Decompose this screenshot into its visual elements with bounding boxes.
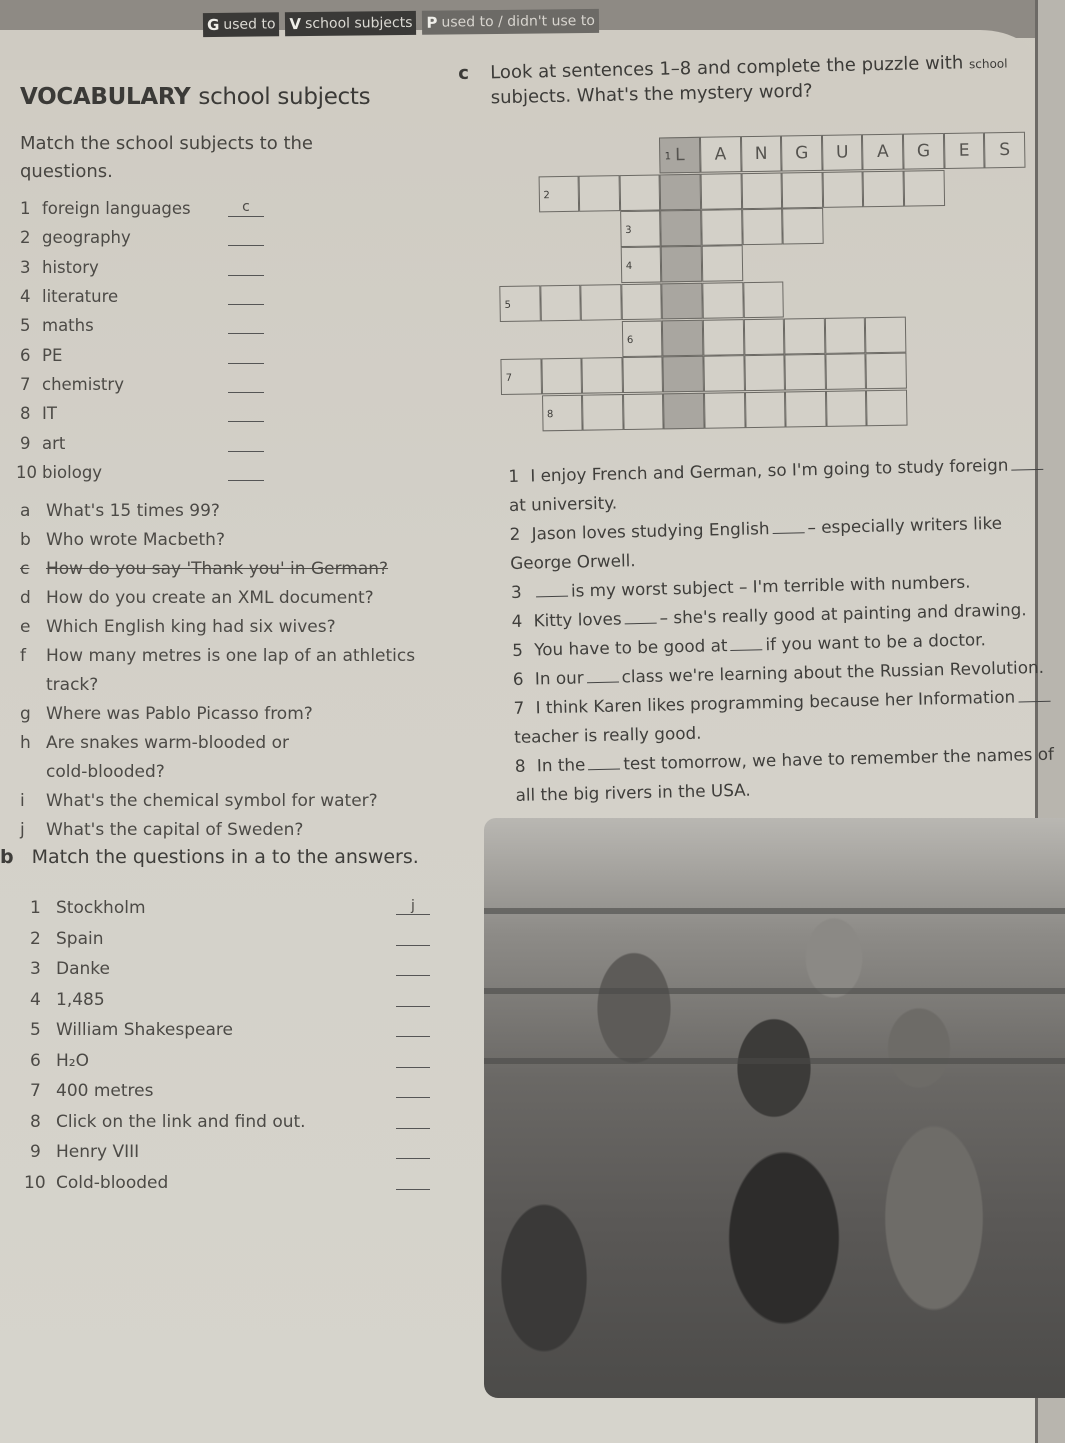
item-number: 8 bbox=[30, 1111, 41, 1132]
subject-text: history bbox=[42, 257, 99, 277]
cell-letter: G bbox=[794, 143, 809, 164]
crossword-cell[interactable] bbox=[538, 176, 579, 213]
answer-text: Cold-blooded bbox=[56, 1172, 169, 1193]
sentence-text: – she's really good at painting and drawing. bbox=[659, 599, 1027, 628]
item-number: 10 bbox=[24, 1172, 46, 1193]
sentence-text: is my worst subject – I'm terrible with numbers. bbox=[570, 571, 971, 601]
item-number: 7 bbox=[20, 374, 31, 394]
crossword-cell[interactable] bbox=[582, 394, 623, 431]
sentence-blank[interactable] bbox=[625, 623, 657, 625]
question-item bbox=[20, 642, 450, 671]
tag-label: used to / didn't use to bbox=[441, 12, 595, 31]
question-letter: i bbox=[20, 790, 25, 811]
exercise-letter: c bbox=[458, 62, 470, 84]
crossword-cell[interactable] bbox=[702, 282, 743, 319]
header-tags bbox=[203, 9, 599, 37]
crossword-cell[interactable] bbox=[579, 175, 620, 212]
item-number: 4 bbox=[20, 287, 31, 307]
crossword-cell[interactable] bbox=[663, 356, 704, 393]
item-number: 2 bbox=[509, 523, 521, 544]
question-text: Which English king had six wives? bbox=[46, 616, 336, 637]
answer-text: Spain bbox=[56, 928, 104, 949]
subject-text: foreign languages bbox=[42, 199, 191, 219]
question-item bbox=[20, 787, 450, 816]
item-number: 2 bbox=[20, 228, 31, 248]
item-number: 8 bbox=[20, 404, 31, 424]
answer-text: Click on the link and find out. bbox=[56, 1111, 306, 1132]
item-number: 6 bbox=[20, 345, 31, 365]
item-number: 6 bbox=[30, 1050, 41, 1071]
crossword-cell[interactable] bbox=[741, 136, 782, 173]
answer-item bbox=[30, 1137, 450, 1168]
question-item bbox=[20, 700, 450, 729]
crossword-cell[interactable] bbox=[903, 133, 944, 170]
sentence-text: class we're learning about the Russian Revolution. bbox=[621, 656, 1045, 687]
subject-item bbox=[20, 370, 450, 399]
sentence-text: In our bbox=[534, 667, 584, 689]
sentence-blank[interactable] bbox=[773, 532, 805, 534]
subject-text: biology bbox=[42, 462, 103, 482]
question-item-cont bbox=[20, 671, 450, 700]
cell-letter: L bbox=[675, 145, 685, 166]
item-number: 5 bbox=[512, 639, 524, 660]
answer-item bbox=[30, 1076, 450, 1107]
question-text: Are snakes warm-blooded or bbox=[46, 732, 289, 753]
item-number: 6 bbox=[512, 668, 524, 689]
answer-text: 400 metres bbox=[56, 1081, 154, 1102]
crossword-cell[interactable] bbox=[620, 246, 661, 283]
crossword-cell[interactable] bbox=[660, 174, 701, 211]
question-letter: g bbox=[20, 703, 31, 724]
answer-blank[interactable] bbox=[228, 347, 264, 364]
crossword-cell[interactable] bbox=[700, 136, 741, 173]
answer-blank[interactable] bbox=[228, 288, 264, 305]
crossword-cell[interactable] bbox=[542, 395, 583, 432]
answer-blank[interactable] bbox=[228, 464, 264, 481]
question-text: How do you say 'Thank you' in German? bbox=[46, 558, 389, 579]
answer-blank[interactable] bbox=[228, 317, 264, 334]
section-heading bbox=[20, 84, 450, 110]
clue-number: 5 bbox=[504, 299, 512, 311]
tag-pronunciation bbox=[422, 9, 599, 35]
subject-text: art bbox=[42, 433, 66, 453]
answer-blank[interactable] bbox=[396, 932, 430, 946]
tag-label: used to bbox=[223, 16, 276, 33]
subject-item bbox=[20, 194, 450, 223]
subject-item bbox=[20, 399, 450, 428]
answer-blank[interactable] bbox=[228, 229, 264, 246]
crossword-cell[interactable] bbox=[540, 285, 581, 322]
heading-rest: school subjects bbox=[198, 84, 371, 110]
crossword-cell[interactable] bbox=[661, 246, 702, 283]
sentence-blank[interactable] bbox=[588, 769, 620, 771]
crossword-cell[interactable] bbox=[619, 174, 660, 211]
crossword-cell[interactable] bbox=[944, 132, 985, 169]
question-item-cont bbox=[20, 758, 450, 787]
crossword-cell[interactable] bbox=[984, 132, 1025, 169]
crossword-cell[interactable] bbox=[745, 392, 786, 429]
tag-letter: P bbox=[426, 13, 438, 32]
answer-blank[interactable] bbox=[396, 1054, 430, 1068]
crossword-cell[interactable] bbox=[701, 173, 742, 210]
exercise-c-instruction: Look at sentences 1–8 and complete the puzzle with bbox=[490, 52, 964, 84]
sentence-blank[interactable] bbox=[1011, 469, 1043, 471]
crossword-cell[interactable] bbox=[701, 209, 742, 246]
answer-blank[interactable] bbox=[228, 376, 264, 393]
crossword-cell[interactable] bbox=[825, 353, 866, 390]
crossword-cell[interactable] bbox=[866, 353, 907, 390]
crossword-cell[interactable] bbox=[865, 317, 906, 354]
subject-text: geography bbox=[42, 228, 131, 248]
subject-item bbox=[20, 282, 450, 311]
answer-blank[interactable]: c bbox=[228, 200, 264, 217]
crossword-cell[interactable] bbox=[863, 171, 904, 208]
sentence-text: I think Karen likes programming because her Information bbox=[535, 686, 1016, 718]
crossword-cell[interactable] bbox=[661, 210, 702, 247]
subject-text: maths bbox=[42, 316, 94, 336]
item-number: 5 bbox=[30, 1020, 41, 1041]
answer-item bbox=[24, 1168, 450, 1199]
crossword-cell[interactable] bbox=[702, 245, 743, 282]
question-item bbox=[20, 729, 450, 758]
item-number: 1 bbox=[508, 465, 520, 486]
crossword-cell[interactable] bbox=[703, 355, 744, 392]
crossword-cell[interactable] bbox=[622, 356, 663, 393]
sentence-text: test tomorrow, we have to remember the names of bbox=[623, 743, 1055, 774]
sentence-list bbox=[508, 450, 1065, 810]
left-column bbox=[16, 80, 450, 845]
item-number: 9 bbox=[20, 433, 31, 453]
answer-item bbox=[30, 924, 450, 955]
answer-list bbox=[24, 893, 450, 1198]
question-list bbox=[20, 497, 450, 845]
crossword-cell[interactable] bbox=[541, 358, 582, 395]
answer-blank[interactable] bbox=[228, 259, 264, 276]
answer-blank[interactable] bbox=[396, 1145, 430, 1159]
cell-letter: A bbox=[714, 144, 727, 165]
question-text-cont: track? bbox=[46, 674, 99, 695]
exercise-b-heading bbox=[0, 846, 419, 868]
item-number: 5 bbox=[20, 316, 31, 336]
sentence-text: Jason loves studying English bbox=[531, 518, 770, 544]
exercise-a-instruction: Match the school subjects to the questions. bbox=[20, 133, 314, 182]
answer-blank[interactable] bbox=[396, 1115, 430, 1129]
exercise-letter: b bbox=[0, 846, 14, 868]
crossword-cell[interactable] bbox=[822, 134, 863, 171]
question-text: What's 15 times 99? bbox=[46, 500, 220, 521]
crossword-cell[interactable] bbox=[785, 354, 826, 391]
crossword-cell[interactable] bbox=[622, 320, 663, 357]
subject-item bbox=[20, 223, 450, 252]
clue-number: 6 bbox=[626, 334, 634, 346]
subject-item bbox=[16, 458, 450, 487]
question-letter: j bbox=[20, 819, 25, 840]
answer-item bbox=[30, 893, 450, 924]
crossword-cell[interactable] bbox=[743, 282, 784, 319]
heading-bold: VOCABULARY bbox=[20, 84, 191, 110]
sentence-text-cont: all the big rivers in the USA. bbox=[515, 779, 751, 805]
question-text: Who wrote Macbeth? bbox=[46, 529, 225, 550]
cell-letter: E bbox=[958, 140, 970, 161]
question-text-cont: cold-blooded? bbox=[46, 761, 165, 782]
crossword-cell[interactable] bbox=[663, 393, 704, 430]
answer-item bbox=[30, 985, 450, 1016]
question-text: What's the capital of Sweden? bbox=[46, 819, 304, 840]
crossword-cell[interactable] bbox=[743, 319, 784, 356]
crossword-cell[interactable] bbox=[662, 283, 703, 320]
question-text: How do you create an XML document? bbox=[46, 587, 374, 608]
question-letter: c bbox=[20, 558, 30, 579]
question-text: How many metres is one lap of an athletics bbox=[46, 645, 416, 666]
answer-text: William Shakespeare bbox=[56, 1020, 233, 1041]
item-number: 3 bbox=[20, 257, 31, 277]
question-item bbox=[20, 584, 450, 613]
question-letter: e bbox=[20, 616, 31, 637]
crossword-cell[interactable] bbox=[582, 357, 623, 394]
crossword-cell[interactable] bbox=[580, 284, 621, 321]
sentence-text: – especially writers like bbox=[807, 512, 1003, 538]
crossword-cell[interactable] bbox=[741, 173, 782, 210]
sentence-text: if you want to be a doctor. bbox=[765, 629, 987, 655]
answer-text: Stockholm bbox=[56, 898, 146, 919]
students-library-photo bbox=[484, 818, 1065, 1398]
subject-text: IT bbox=[42, 404, 57, 424]
sentence-blank[interactable] bbox=[536, 596, 568, 598]
item-number: 9 bbox=[30, 1142, 41, 1163]
crossword-cell[interactable] bbox=[662, 320, 703, 357]
subject-item bbox=[20, 311, 450, 340]
item-number: 3 bbox=[30, 959, 41, 980]
question-letter: h bbox=[20, 732, 31, 753]
answer-text: H₂O bbox=[56, 1050, 89, 1071]
question-item bbox=[20, 497, 450, 526]
crossword-cell[interactable] bbox=[704, 392, 745, 429]
exercise-c-instruction-small: school bbox=[968, 56, 1008, 72]
crossword-cell[interactable] bbox=[623, 393, 664, 430]
clue-number: 3 bbox=[625, 224, 632, 236]
exercise-b-instruction: Match the questions in a to the answers. bbox=[31, 846, 419, 868]
crossword-cell[interactable] bbox=[785, 391, 826, 428]
sentence-blank[interactable] bbox=[1018, 701, 1050, 703]
answer-blank[interactable] bbox=[396, 1023, 430, 1037]
sentence-blank[interactable] bbox=[731, 649, 763, 651]
crossword-cell[interactable] bbox=[781, 135, 822, 172]
answer-blank[interactable]: j bbox=[396, 901, 430, 915]
clue-number: 8 bbox=[546, 409, 554, 421]
question-letter: f bbox=[20, 645, 26, 666]
subject-text: PE bbox=[42, 345, 63, 365]
question-text: Where was Pablo Picasso from? bbox=[46, 703, 313, 724]
answer-text: 1,485 bbox=[56, 989, 105, 1010]
crossword-cell[interactable] bbox=[822, 171, 863, 208]
crossword-cell[interactable] bbox=[703, 319, 744, 356]
item-number: 1 bbox=[30, 898, 41, 919]
cell-letter: G bbox=[916, 141, 931, 162]
sentence-text: You have to be good at bbox=[534, 635, 728, 660]
question-letter: a bbox=[20, 500, 31, 521]
cell-letter: N bbox=[754, 143, 768, 164]
answer-text: Danke bbox=[56, 959, 110, 980]
item-number: 7 bbox=[513, 697, 525, 718]
answer-item bbox=[30, 954, 450, 985]
item-number: 8 bbox=[514, 755, 526, 776]
crossword-cell[interactable] bbox=[825, 317, 866, 354]
crossword-cell[interactable] bbox=[782, 208, 823, 245]
question-item bbox=[20, 613, 450, 642]
question-text: What's the chemical symbol for water? bbox=[46, 790, 378, 811]
sentence-text-cont: George Orwell. bbox=[510, 550, 636, 573]
answer-blank[interactable] bbox=[396, 1176, 430, 1190]
subject-item bbox=[20, 253, 450, 282]
sentence-text-cont: teacher is really good. bbox=[514, 722, 702, 747]
tag-letter: V bbox=[289, 15, 302, 34]
crossword-cell[interactable] bbox=[744, 355, 785, 392]
crossword-cell[interactable] bbox=[784, 318, 825, 355]
subject-text: chemistry bbox=[42, 374, 124, 394]
crossword-cell[interactable] bbox=[866, 390, 907, 427]
subject-list bbox=[16, 194, 450, 487]
crossword-cell[interactable] bbox=[904, 170, 945, 207]
crossword-cell[interactable] bbox=[742, 209, 783, 246]
answer-blank[interactable] bbox=[396, 1084, 430, 1098]
crossword-cell[interactable] bbox=[499, 285, 540, 322]
answer-item bbox=[30, 1015, 450, 1046]
question-item bbox=[20, 816, 450, 845]
clue-number: 2 bbox=[543, 190, 550, 202]
cell-letter: U bbox=[835, 142, 849, 163]
question-item-struck bbox=[20, 555, 450, 584]
sentence-text: In the bbox=[536, 754, 586, 776]
subject-text: literature bbox=[42, 287, 119, 307]
crossword-cell[interactable] bbox=[782, 172, 823, 209]
clue-number: 7 bbox=[505, 372, 513, 384]
question-item bbox=[20, 526, 450, 555]
item-number: 7 bbox=[30, 1081, 41, 1102]
crossword-cell[interactable] bbox=[659, 137, 700, 174]
item-number: 4 bbox=[30, 989, 41, 1010]
exercise-c-instruction-cont: subjects. What's the mystery word? bbox=[490, 80, 813, 109]
item-number: 3 bbox=[510, 581, 522, 602]
sentence-blank[interactable] bbox=[587, 682, 619, 684]
item-number: 4 bbox=[511, 610, 523, 631]
question-letter: b bbox=[20, 529, 31, 550]
question-letter: d bbox=[20, 587, 31, 608]
tag-letter: G bbox=[206, 15, 220, 35]
sentence-text: Kitty loves bbox=[533, 608, 622, 631]
crossword-cell[interactable] bbox=[500, 358, 541, 395]
item-number: 2 bbox=[30, 928, 41, 949]
crossword-cell[interactable] bbox=[621, 283, 662, 320]
answer-blank[interactable] bbox=[228, 405, 264, 422]
tag-vocabulary bbox=[285, 11, 416, 36]
sentence-text: I enjoy French and German, so I'm going to study foreign bbox=[530, 454, 1009, 486]
crossword-cell[interactable] bbox=[862, 134, 903, 171]
answer-item bbox=[30, 1046, 450, 1077]
crossword-cell[interactable] bbox=[620, 210, 661, 247]
cell-letter: A bbox=[876, 141, 889, 163]
item-number: 10 bbox=[16, 462, 37, 482]
answer-blank[interactable] bbox=[228, 435, 264, 452]
tag-grammar bbox=[203, 12, 280, 37]
answer-text: Henry VIII bbox=[56, 1142, 140, 1163]
cell-letter: S bbox=[999, 139, 1011, 161]
tag-label: school subjects bbox=[305, 14, 413, 33]
sentence-text-cont: at university. bbox=[508, 492, 618, 515]
crossword-cell[interactable] bbox=[826, 390, 867, 427]
clue-number: 4 bbox=[625, 260, 633, 272]
answer-blank[interactable] bbox=[396, 962, 430, 976]
subject-item bbox=[20, 340, 450, 369]
answer-item bbox=[30, 1107, 450, 1138]
answer-blank[interactable] bbox=[396, 993, 430, 1007]
clue-number: 1 bbox=[664, 151, 672, 163]
subject-item bbox=[20, 428, 450, 457]
item-number: 1 bbox=[20, 199, 31, 219]
